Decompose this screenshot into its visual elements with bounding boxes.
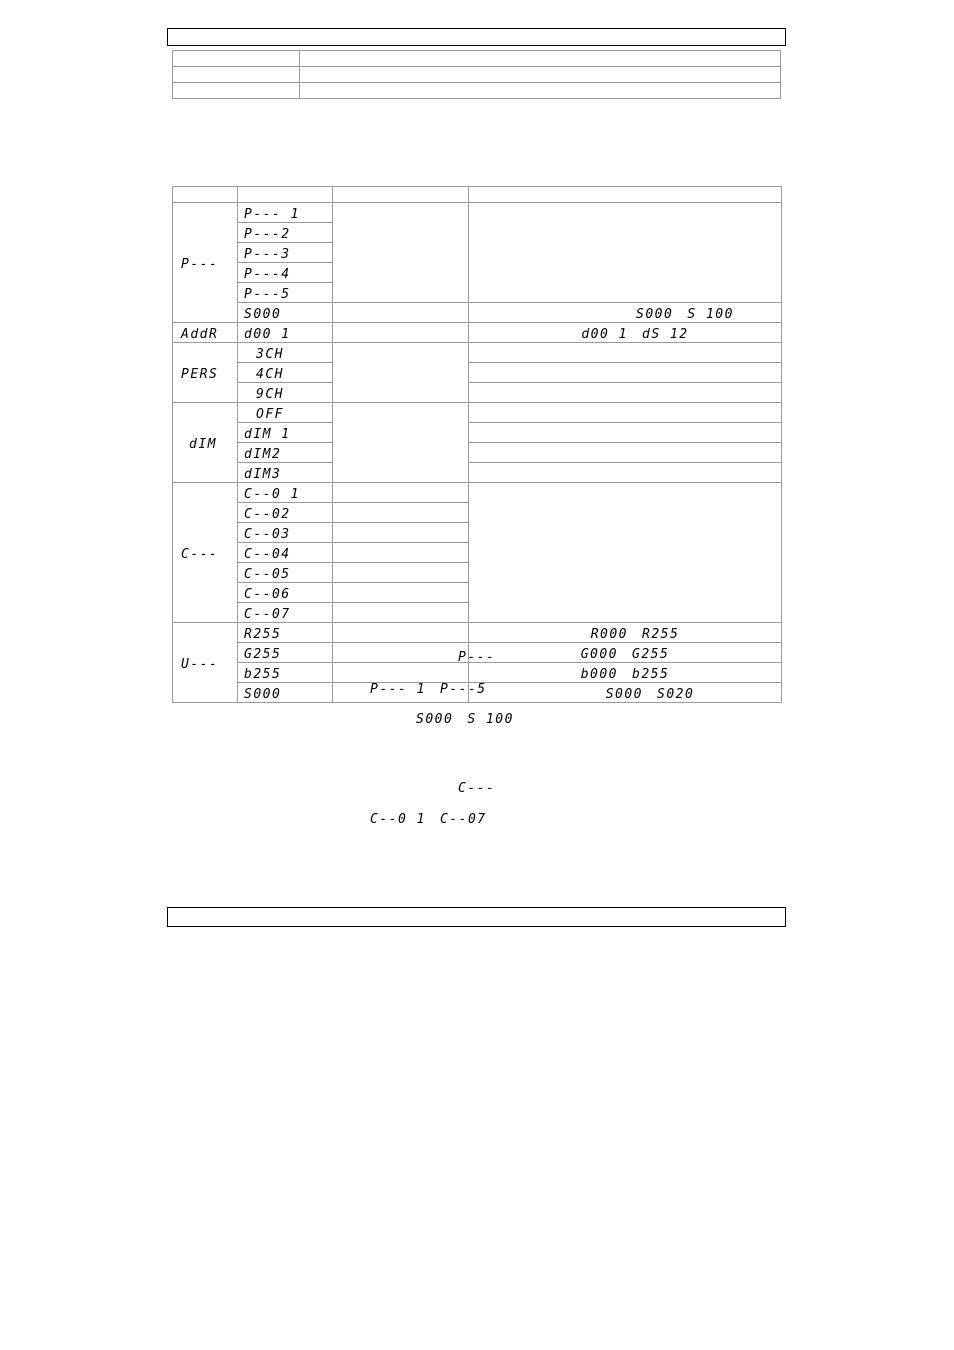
table-row (173, 67, 781, 83)
table-row (173, 623, 782, 643)
range-cell: R000 R255 (469, 623, 782, 643)
range-cell: b000 b255 (469, 663, 782, 683)
table-row (173, 403, 782, 423)
table-row (173, 423, 782, 443)
menu-code: 3CH (256, 347, 284, 362)
table-row (173, 51, 781, 67)
menu-group-dimmer: dIM (173, 403, 238, 483)
table-header-row (173, 187, 782, 203)
table-row (173, 383, 782, 403)
page-footer-frame (167, 907, 786, 927)
color-range-note: C--0 1 C--07 (370, 812, 487, 827)
page-header-frame (167, 28, 786, 46)
table-row (173, 443, 782, 463)
menu-code: G255 (244, 647, 282, 662)
program-display-note: P--- (458, 650, 496, 665)
menu-code: OFF (256, 407, 284, 422)
menu-code: 9CH (256, 387, 284, 402)
menu-code: dIM2 (244, 447, 282, 462)
menu-code: S000 (244, 307, 282, 322)
menu-code: P---4 (244, 267, 291, 282)
menu-code: P---3 (244, 247, 291, 262)
range-cell: S000 S020 (469, 683, 782, 703)
menu-code: d00 1 (244, 327, 291, 342)
menu-code: C--05 (244, 567, 291, 582)
color-display-note: C--- (458, 781, 496, 796)
menu-code: R255 (244, 627, 282, 642)
menu-group-user: U--- (173, 623, 238, 703)
menu-group-address: AddR (173, 323, 238, 343)
menu-code: P---5 (244, 287, 291, 302)
spec-table (172, 50, 781, 99)
menu-group-program: P--- (173, 203, 238, 323)
menu-code: 4CH (256, 367, 284, 382)
menu-code: b255 (244, 667, 282, 682)
menu-code: dIM3 (244, 467, 282, 482)
table-row (173, 203, 782, 223)
table-row (173, 323, 782, 343)
menu-code: C--02 (244, 507, 291, 522)
range-cell: S000 S 100 (469, 303, 782, 323)
table-row (173, 83, 781, 99)
menu-code: P---2 (244, 227, 291, 242)
program-range-note: P--- 1 P---5 (370, 682, 487, 697)
menu-code: S000 (244, 687, 282, 702)
menu-code: C--04 (244, 547, 291, 562)
menu-code: P--- 1 (244, 207, 300, 222)
table-row (173, 463, 782, 483)
menu-code: C--07 (244, 607, 291, 622)
range-cell: d00 1 dS 12 (469, 323, 782, 343)
table-row (173, 663, 782, 683)
range-cell: G000 G255 (469, 643, 782, 663)
menu-code: C--0 1 (244, 487, 300, 502)
menu-code: C--03 (244, 527, 291, 542)
table-row (173, 343, 782, 363)
menu-group-color: C--- (173, 483, 238, 623)
table-row (173, 483, 782, 503)
menu-code: dIM 1 (244, 427, 291, 442)
speed-range-note: S000 S 100 (416, 712, 514, 727)
menu-group-personality: PERS (173, 343, 238, 403)
menu-table (172, 186, 782, 703)
menu-code: C--06 (244, 587, 291, 602)
table-row (173, 363, 782, 383)
table-row (173, 303, 782, 323)
